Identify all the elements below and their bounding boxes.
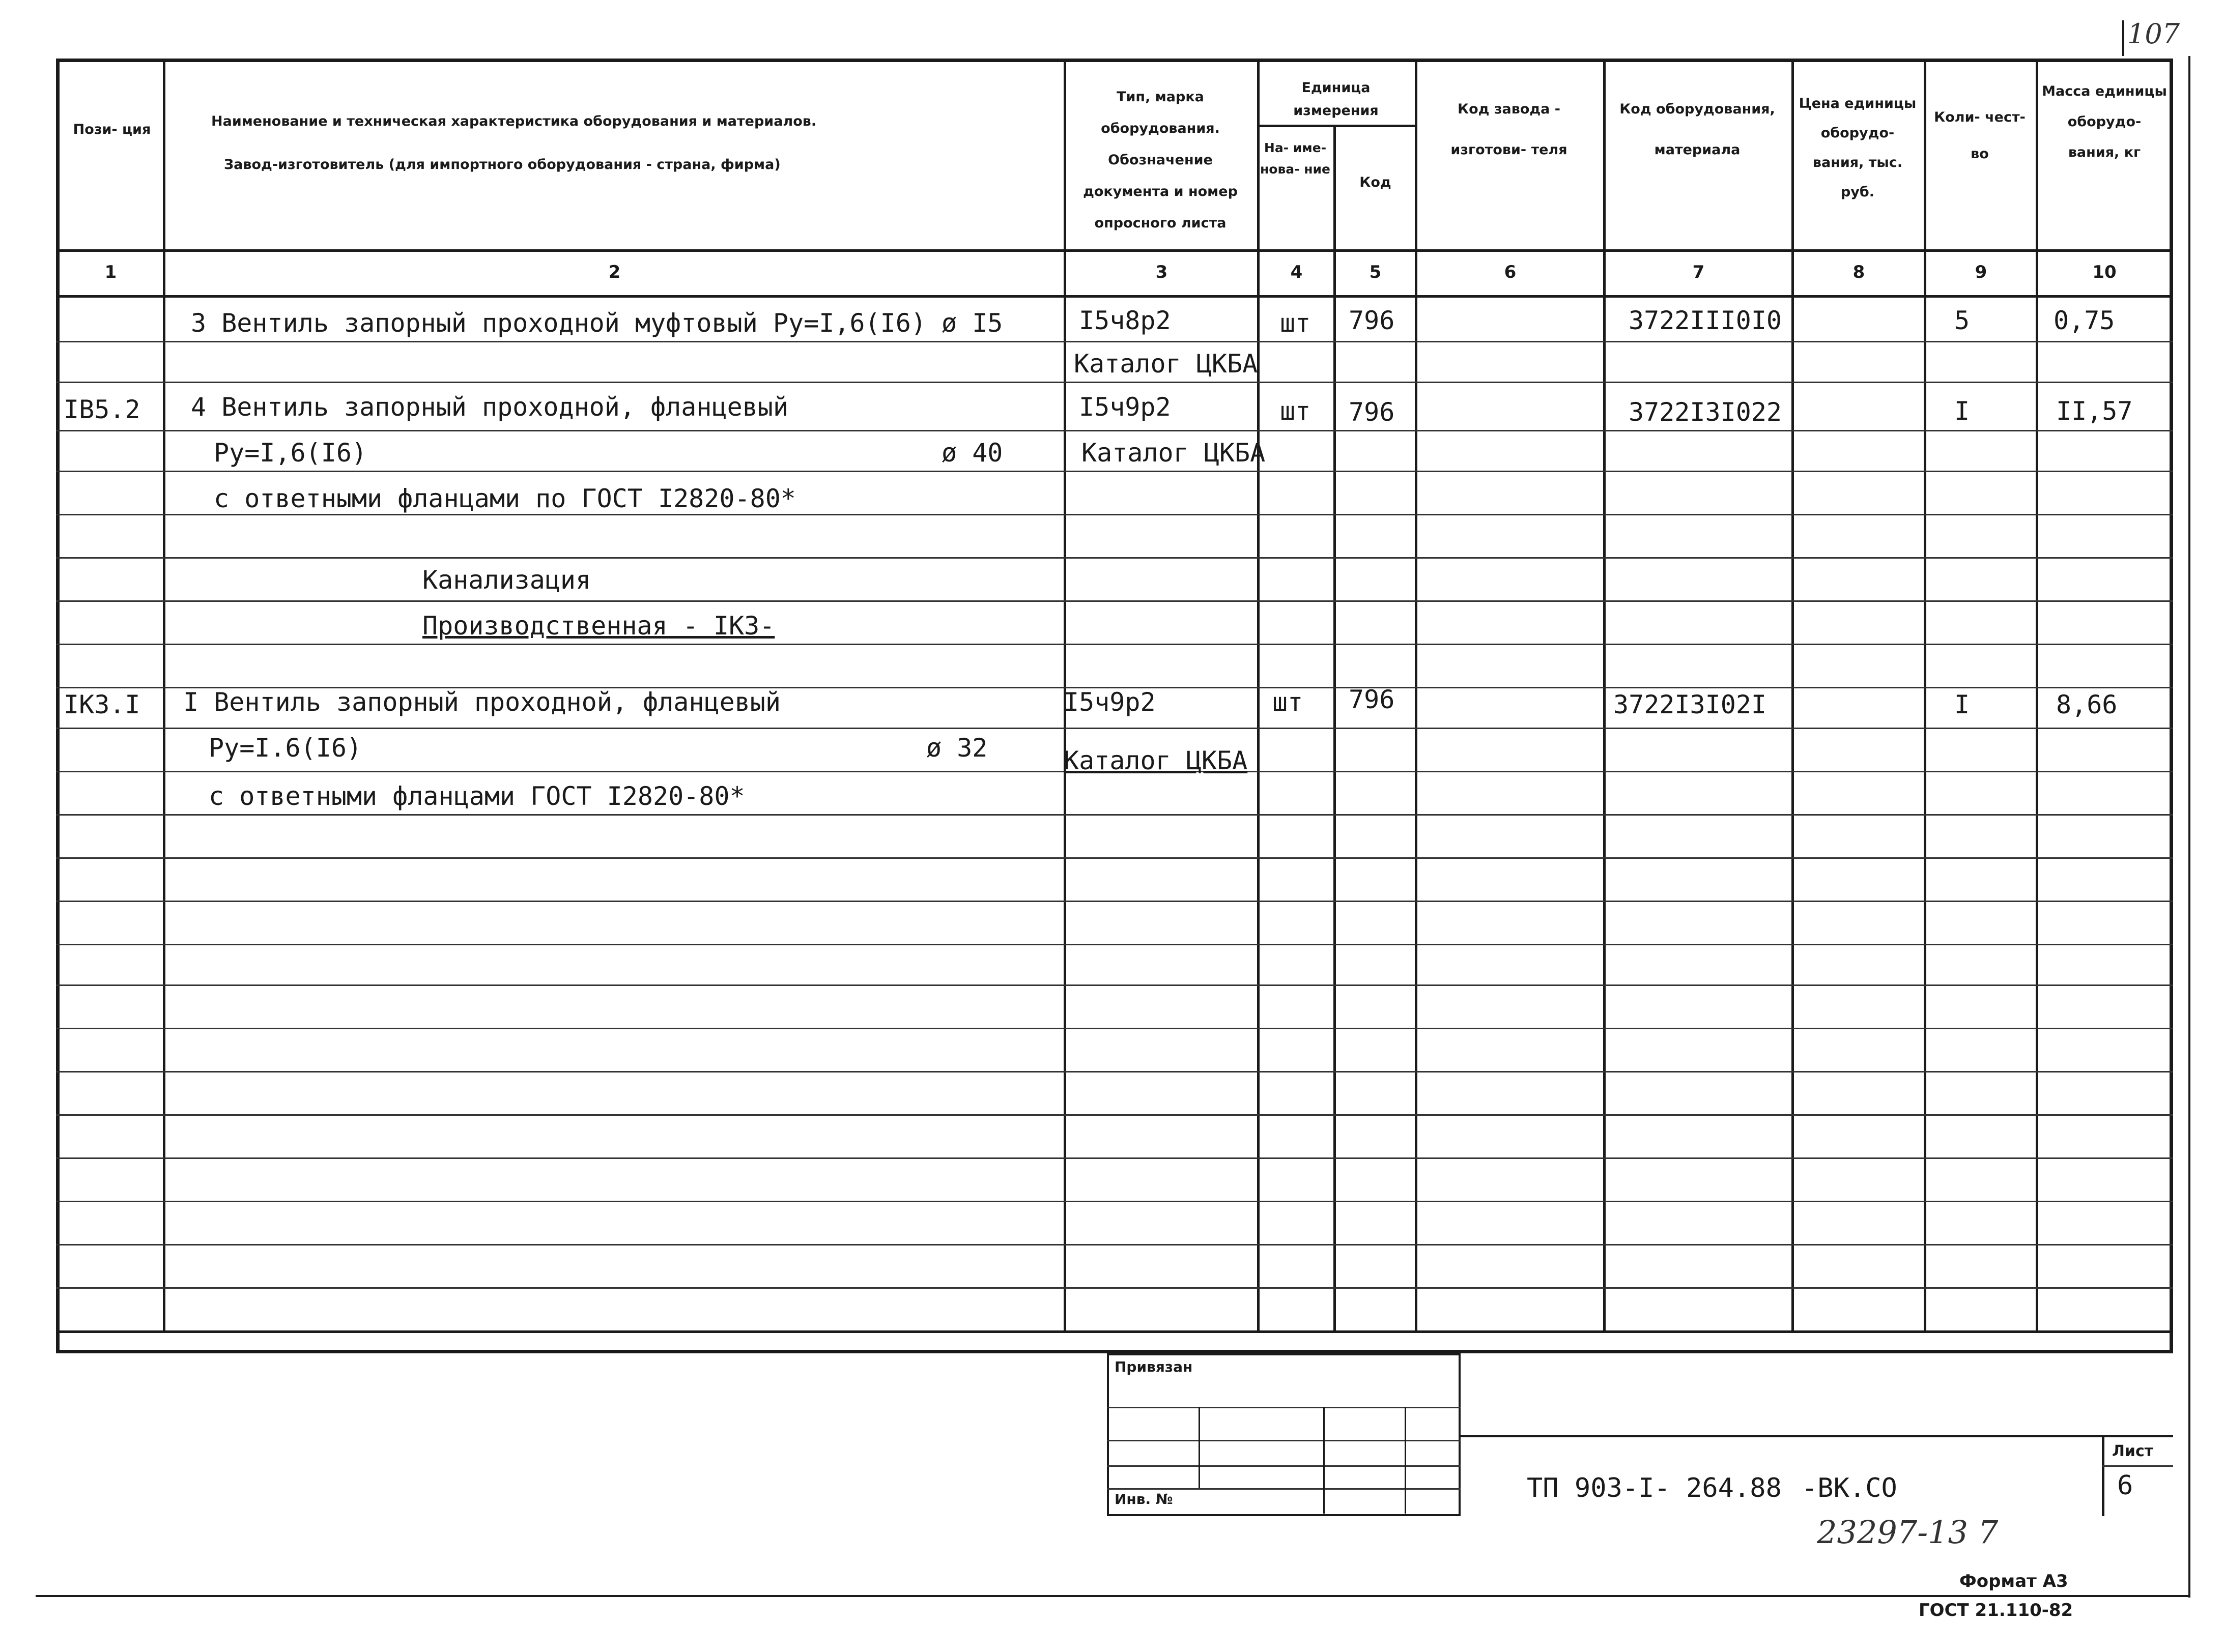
row-line (56, 1028, 2173, 1029)
header-position: Пози- ция (73, 122, 151, 137)
row-line (56, 600, 2173, 602)
page-number-divider (2122, 20, 2124, 56)
sheet-box-divider (2102, 1465, 2173, 1467)
row8-equipment-code: 3722I3I02I (1613, 690, 1767, 719)
colnum-2: 2 (608, 262, 621, 282)
row3-unit: шт (1280, 396, 1311, 426)
row-line (56, 557, 2173, 559)
header-type: Тип, марка оборудования. Обозначение документа и номер опросного листа (1083, 89, 1238, 231)
header-factory-code: Код завода - изготови- теля (1450, 101, 1567, 158)
stamp-line (1107, 1488, 1461, 1490)
row8-unit-code: 796 (1349, 685, 1395, 714)
header-mass: Масса единицы оборудо- вания, кг (2042, 83, 2167, 160)
row9-name: Ру=I.6(I6) (209, 733, 362, 763)
header-name-line1: Наименование и техническая характеристика оборудования и материалов. (211, 113, 817, 129)
section-title-sewerage: Канализация (422, 565, 591, 595)
row-line (56, 728, 2173, 729)
colnum-4: 4 (1290, 262, 1303, 282)
row1-dn: ø I5 (942, 308, 1003, 338)
row8-position: IК3.I (64, 690, 140, 719)
right-edge-line (2188, 56, 2190, 1598)
stamp-line (1107, 1465, 1461, 1467)
header-price: Цена единицы оборудо- вания, тыс. руб. (1799, 96, 1917, 200)
row1-unit: шт (1280, 308, 1311, 338)
row-line (56, 1071, 2173, 1073)
header-equipment-code: Код оборудования, материала (1619, 101, 1775, 158)
doc-code-main: ТП 903-I- 264.88 (1527, 1473, 1782, 1503)
header-unit-name: На- име- нова- ние (1260, 140, 1330, 177)
row9-dn: ø 32 (926, 733, 988, 763)
title-block-top (1461, 1435, 2173, 1437)
row3-unit-code: 796 (1349, 397, 1395, 427)
colnum-7: 7 (1692, 262, 1705, 282)
row8-unit: шт (1272, 687, 1303, 717)
row-line (56, 984, 2173, 986)
colnum-1: 1 (104, 262, 117, 282)
colnum-6: 6 (1504, 262, 1517, 282)
footer-format: Формат А3 (1959, 1571, 2068, 1591)
header-name-line2: Завод-изготовитель (для импортного оборудования - страна, фирма) (224, 157, 781, 172)
row1-name: 3 Вентиль запорный проходной муфтовый Ру=I,6(I6) (191, 308, 926, 338)
handwritten-number: 23297-13 7 (1817, 1514, 1999, 1551)
colnum-bottom-line (56, 295, 2173, 298)
colnum-8: 8 (1852, 262, 1865, 282)
row8-quantity: I (1954, 690, 1970, 719)
row3-type: I5ч9р2 (1079, 392, 1171, 422)
row-line (56, 430, 2173, 431)
row-line (56, 1287, 2173, 1289)
page-number: 107 (2127, 18, 2180, 50)
table-bottom-line (56, 1330, 2173, 1333)
header-unit-group: Единица измерения (1293, 80, 1379, 119)
colnum-5: 5 (1369, 262, 1382, 282)
row8-name: I Вентиль запорный проходной, фланцевый (183, 687, 781, 717)
colnum-10: 10 (2092, 262, 2117, 282)
row8-type: I5ч9р2 (1064, 687, 1156, 717)
row-line (56, 1157, 2173, 1159)
doc-code-suffix: -ВК.СО (1802, 1473, 1897, 1503)
colnum-3: 3 (1155, 262, 1168, 282)
linked-label: Привязан (1115, 1358, 1193, 1375)
row-line (56, 944, 2173, 945)
row-line (56, 1244, 2173, 1245)
row3-quantity: I (1954, 396, 1970, 426)
sheet-label: Лист (2112, 1442, 2154, 1460)
unit-header-divider (1257, 125, 1415, 127)
row1-unit-code: 796 (1349, 306, 1395, 335)
row-line (56, 1201, 2173, 1202)
row2-type: Каталог ЦКБА (1074, 349, 1258, 379)
row10-name: с ответными фланцами ГОСТ I2820-80* (209, 781, 745, 811)
row-line (56, 901, 2173, 902)
row3-equipment-code: 3722I3I022 (1629, 397, 1782, 427)
row4-name: Ру=I,6(I6) (214, 438, 367, 468)
row-line (56, 857, 2173, 859)
row3-name: 4 Вентиль запорный проходной, фланцевый (191, 392, 788, 422)
row3-position: IB5.2 (64, 395, 140, 424)
row4-dn: ø 40 (942, 438, 1003, 468)
header-unit-code: Код (1359, 175, 1391, 190)
row8-mass: 8,66 (2056, 690, 2118, 719)
row3-mass: II,57 (2056, 396, 2133, 426)
row-line (56, 1114, 2173, 1116)
stamp-line (1107, 1407, 1461, 1408)
row-line (56, 644, 2173, 645)
row9-type: Каталог ЦКБА (1064, 746, 1248, 775)
sheet-box-left (2102, 1435, 2104, 1516)
colnum-9: 9 (1975, 262, 1987, 282)
header-quantity: Коли- чест- во (1934, 109, 2026, 162)
footer-standard: ГОСТ 21.110-82 (1919, 1600, 2073, 1620)
section-title-industrial: Производственная - IК3- (422, 611, 775, 641)
header-bottom-line (56, 249, 2173, 252)
stamp-col (1199, 1407, 1200, 1488)
row1-quantity: 5 (1954, 306, 1970, 335)
stamp-col (1405, 1407, 1406, 1514)
stamp-col (1323, 1407, 1325, 1514)
row4-type: Каталог ЦКБА (1081, 438, 1266, 468)
bottom-rule (36, 1595, 2188, 1597)
row5-name: с ответными фланцами по ГОСТ I2820-80* (214, 484, 796, 513)
stamp-line (1107, 1440, 1461, 1441)
row1-type: I5ч8р2 (1079, 306, 1171, 335)
inventory-label: Инв. № (1115, 1491, 1173, 1508)
row1-mass: 0,75 (2054, 306, 2115, 335)
row1-equipment-code: 3722III0I0 (1629, 306, 1782, 335)
sheet-number: 6 (2117, 1470, 2133, 1501)
